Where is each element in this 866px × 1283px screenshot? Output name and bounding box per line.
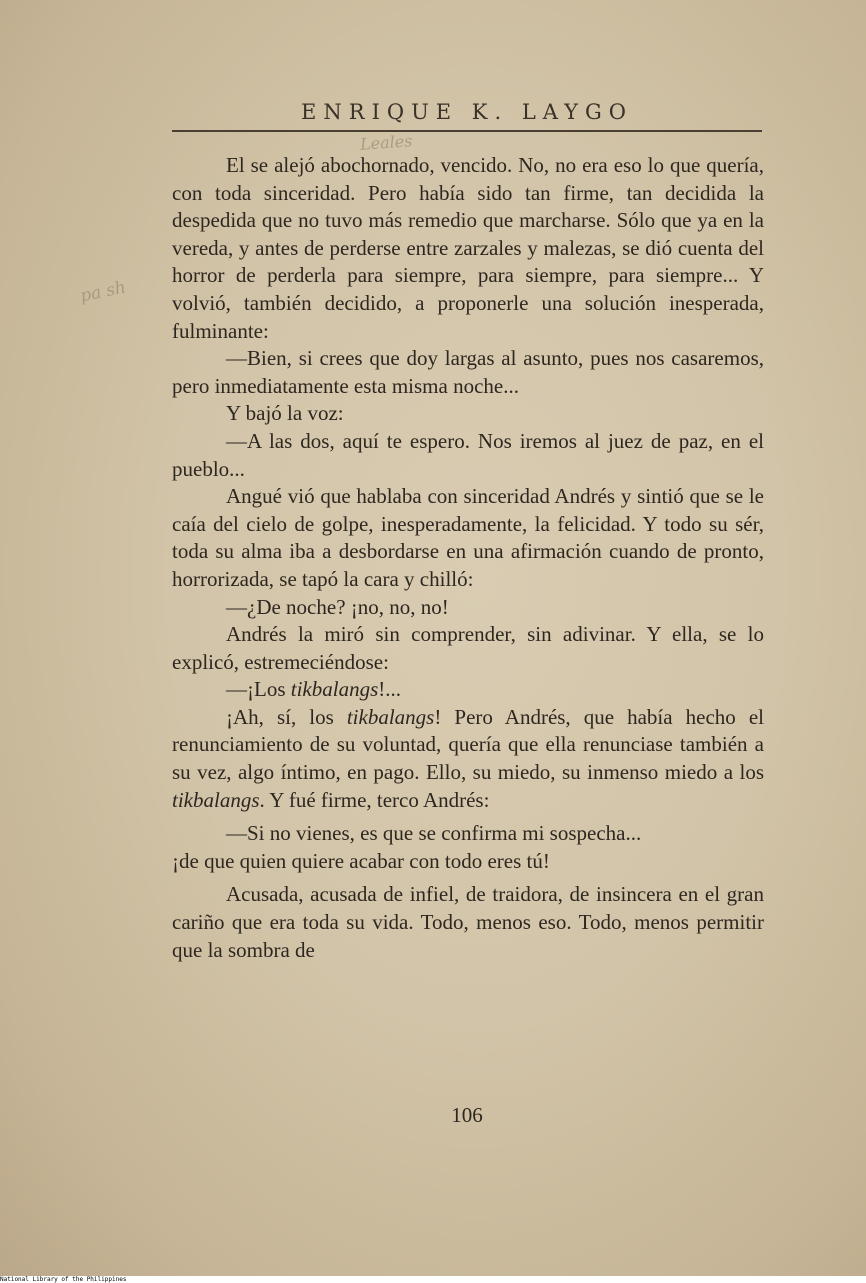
paragraph: Acusada, acusada de infiel, de traidora, de insincera en el gran cariño que era toda su vida. Todo, menos eso. Todo, menos permitir que la sombra de xyxy=(172,882,764,962)
text-run: ! Pero Andrés, que había hecho el renunciamiento de su voluntad, quería que ella renunciase también a su vez, algo íntimo, en pago. Ello, su miedo, su inmenso miedo a los xyxy=(172,704,764,785)
body-text xyxy=(172,152,764,964)
pencil-annotation: Leales xyxy=(359,131,414,154)
paragraph: El se alejó abochornado, vencido. No, no era eso lo que quería, con toda sinceridad. Pero había sido tan firme, tan decidida la despedida que no tuvo más remedio que marcharse. Sólo que ya en la vereda, y antes de perderse entre zarzales y malezas, se dió cuenta del horror de perderla para siempre, para siempre, para siempre... Y volvió, también decidido, a proponerle una solución inesperada, fulminante: xyxy=(172,153,764,343)
text-run: . Y fué firme, terco Andrés: xyxy=(259,787,490,812)
paragraph: —¿De noche? ¡no, no, no! xyxy=(226,594,449,619)
italic-word: tikbalangs xyxy=(172,787,260,812)
paragraph xyxy=(172,704,764,814)
pencil-annotation-margin: pa sh xyxy=(78,277,128,307)
paragraph: —Bien, si crees que doy largas al asunto, pues nos casaremos, pero inmediatamente esta misma noche... xyxy=(172,346,764,398)
header-rule xyxy=(172,130,762,132)
paragraph: —A las dos, aquí te espero. Nos iremos al juez de paz, en el pueblo... xyxy=(172,428,764,481)
paragraph xyxy=(172,676,764,704)
page-number: 106 xyxy=(451,1103,483,1127)
text-run: ¡Ah, sí, los xyxy=(226,704,347,729)
paragraph: Y bajó la voz: xyxy=(226,401,344,426)
text-run: —¡Los xyxy=(226,677,291,702)
italic-word: tikbalangs xyxy=(346,704,435,729)
paragraph: Angué vió que hablaba con sinceridad Andrés y sintió que se le caía del cielo de golpe, inesperadamente, la felicidad. Y todo su sér, toda su alma iba a desbordarse en una afirmación cuando de pronto, horrorizada, se tapó la cara y chilló: xyxy=(172,484,764,591)
text-run: !... xyxy=(378,677,401,702)
paragraph: Andrés la miró sin comprender, sin adivinar. Y ella, se lo explicó, estremeciéndose: xyxy=(172,622,764,674)
paragraph: —Si no vienes, es que se confirma mi sospecha... xyxy=(226,821,642,846)
paragraph-continuation: ¡de que quien quiere acabar con todo eres tú! xyxy=(172,848,550,873)
library-credit: National Library of the Philippines xyxy=(0,1276,866,1283)
italic-word: tikbalangs xyxy=(290,677,379,702)
running-header: ENRIQUE K. LAYGO xyxy=(301,100,633,124)
